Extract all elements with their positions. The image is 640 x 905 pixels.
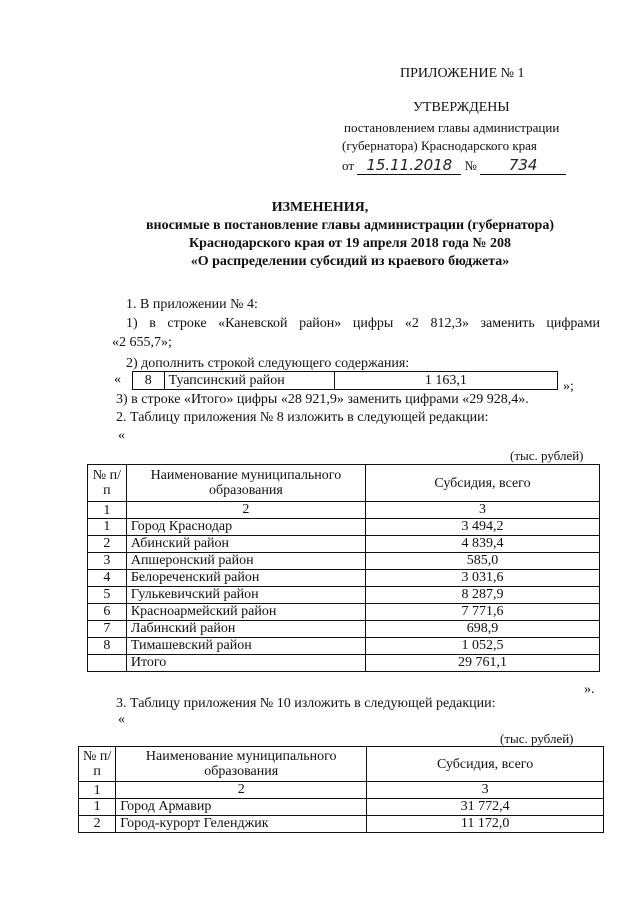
table8-header-name: Наименование муниципального образования — [126, 465, 365, 502]
insert-row-num: 8 — [133, 372, 165, 390]
title-line-3: «О распределении субсидий из краевого бюджета» — [190, 254, 510, 269]
row-name: Тимашевский район — [126, 638, 365, 655]
approval-line-1: постановлением главы администрации — [344, 120, 560, 135]
row-value: 7 771,6 — [365, 604, 599, 621]
table8-colnum-1: 1 — [88, 502, 127, 519]
insert-close-quote: »; — [563, 379, 574, 394]
insert-open-quote: « — [114, 372, 121, 387]
table8-unit: (тыс. рублей) — [510, 448, 584, 463]
row-value: 8 287,9 — [365, 587, 599, 604]
row-value: 1 052,5 — [365, 638, 599, 655]
row-num: 2 — [79, 816, 116, 833]
table8-header-value: Субсидия, всего — [365, 465, 599, 502]
paragraph-2a: 1) в строке «Каневской район» цифры «2 812,3» заменить цифрами — [126, 316, 600, 331]
table10-header-num: № п/п — [79, 747, 116, 782]
row-num: 6 — [88, 604, 127, 621]
row-num: 8 — [88, 638, 127, 655]
row-name: Апшеронский район — [126, 553, 365, 570]
handwritten-number: 734 — [480, 156, 566, 175]
row-num: 5 — [88, 587, 127, 604]
paragraph-4: 3) в строке «Итого» цифры «28 921,9» заменить цифрами «29 928,4». — [116, 392, 529, 407]
from-label: от — [342, 158, 355, 173]
close-quote: ». — [584, 682, 595, 697]
paragraph-6: 3. Таблицу приложения № 10 изложить в следующей редакции: — [116, 696, 496, 711]
row-name: Город Краснодар — [126, 519, 365, 536]
table10-colnum-row — [79, 782, 604, 799]
row-name: Лабинский район — [126, 621, 365, 638]
table10-header-row — [79, 747, 604, 782]
row-name: Город-курорт Геленджик — [116, 816, 367, 833]
row-value: 4 839,4 — [365, 536, 599, 553]
open-quote-2: « — [118, 712, 125, 727]
document-title: ИЗМЕНЕНИЯ, — [271, 200, 369, 215]
row-value: 698,9 — [365, 621, 599, 638]
row-name: Абинский район — [126, 536, 365, 553]
table-row — [88, 621, 600, 638]
row-num: 1 — [79, 799, 116, 816]
insert-row-name: Туапсинский район — [164, 372, 334, 390]
table-row — [88, 604, 600, 621]
table8-colnum-2: 2 — [126, 502, 365, 519]
approved-label: УТВЕРЖДЕНЫ — [413, 100, 510, 115]
open-quote: « — [118, 428, 125, 443]
total-label: Итого — [126, 655, 365, 672]
row-name: Красноармейский район — [126, 604, 365, 621]
table10-colnum-1: 1 — [79, 782, 116, 799]
row-num: 2 — [88, 536, 127, 553]
table-row — [88, 536, 600, 553]
row-name: Гулькевичский район — [126, 587, 365, 604]
table-row — [79, 816, 604, 833]
row-num: 4 — [88, 570, 127, 587]
approval-line-2: (губернатора) Краснодарского края — [342, 138, 537, 153]
paragraph-2b: «2 655,7»; — [112, 335, 172, 350]
table10-header-name: Наименование муниципального образования — [116, 747, 367, 782]
handwritten-date: 15.11.2018 — [357, 156, 461, 175]
row-value: 11 172,0 — [367, 816, 604, 833]
row-value: 585,0 — [365, 553, 599, 570]
table-row — [88, 553, 600, 570]
approval-date-line — [342, 156, 566, 175]
table8-header-num: № п/п — [88, 465, 127, 502]
table8-header-row — [88, 465, 600, 502]
total-value: 29 761,1 — [365, 655, 599, 672]
row-value: 3 494,2 — [365, 519, 599, 536]
table10-colnum-3: 3 — [367, 782, 604, 799]
table-row — [88, 570, 600, 587]
row-value: 31 772,4 — [367, 799, 604, 816]
table8-colnum-3: 3 — [365, 502, 599, 519]
insert-row-value: 1 163,1 — [334, 372, 557, 390]
table10 — [78, 746, 604, 833]
table8-total-row — [88, 655, 600, 672]
table10-colnum-2: 2 — [116, 782, 367, 799]
table-row — [79, 799, 604, 816]
paragraph-5: 2. Таблицу приложения № 8 изложить в следующей редакции: — [116, 410, 489, 425]
table10-header-value: Субсидия, всего — [367, 747, 604, 782]
table-row — [88, 519, 600, 536]
number-label: № — [464, 158, 477, 173]
title-line-2: Краснодарского края от 19 апреля 2018 года № 208 — [189, 236, 511, 251]
row-name: Белореченский район — [126, 570, 365, 587]
paragraph-3: 2) дополнить строкой следующего содержания: — [126, 356, 410, 371]
table-row — [88, 587, 600, 604]
row-num: 7 — [88, 621, 127, 638]
table10-unit: (тыс. рублей) — [500, 731, 574, 746]
table8-colnum-row — [88, 502, 600, 519]
insert-row — [133, 372, 558, 390]
row-name: Город Армавир — [116, 799, 367, 816]
title-line-1: вносимые в постановление главы администрации (губернатора) — [145, 218, 555, 233]
row-num: 3 — [88, 553, 127, 570]
table8 — [87, 464, 600, 672]
table-row — [88, 638, 600, 655]
paragraph-1: 1. В приложении № 4: — [126, 297, 258, 312]
total-num-cell — [88, 655, 127, 672]
row-value: 3 031,6 — [365, 570, 599, 587]
row-num: 1 — [88, 519, 127, 536]
insert-row-table — [132, 371, 558, 390]
appendix-label: ПРИЛОЖЕНИЕ № 1 — [400, 66, 525, 81]
